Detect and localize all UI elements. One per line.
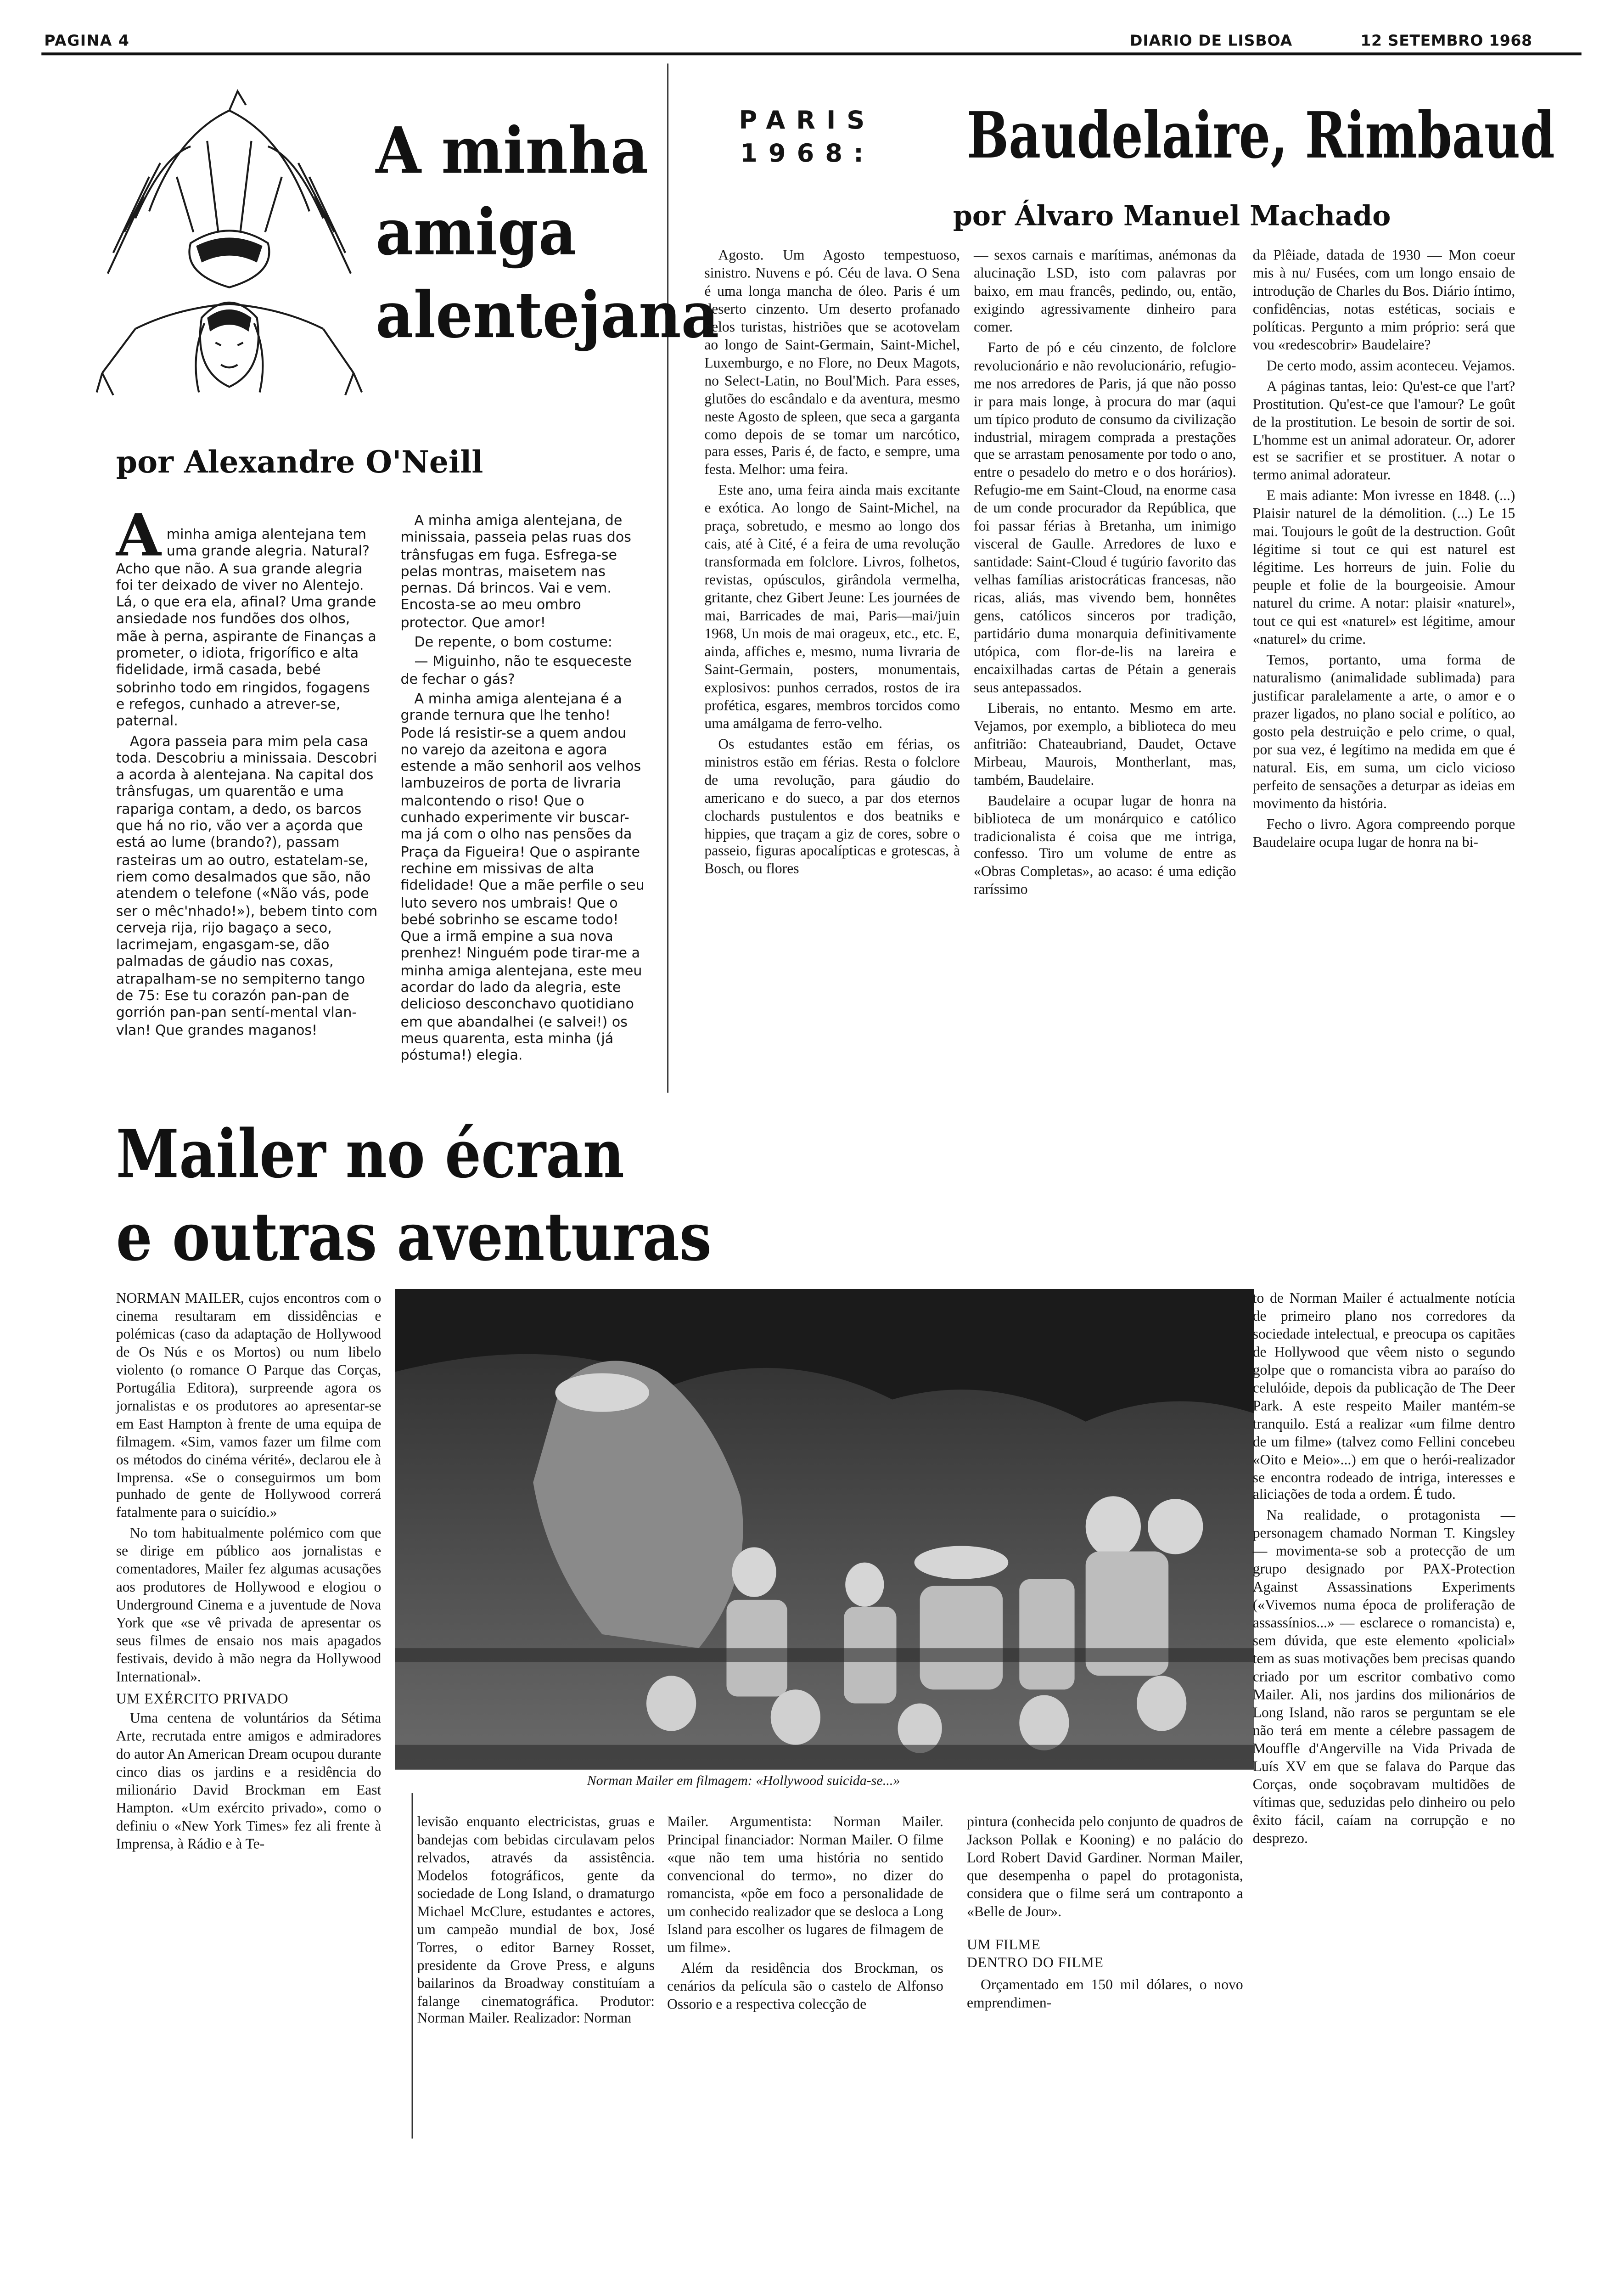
oneill-title <box>376 111 749 357</box>
issue-date: 12 SETEMBRO 1968 <box>1360 32 1532 50</box>
oneill-col-1 <box>116 501 379 1040</box>
mailer-title-line-2: e outras aventuras <box>116 1199 712 1277</box>
oneill-title-line-2: amiga <box>376 195 577 270</box>
mailer-col3-para-2: Além da residência dos Brockman, os cenários da película são o castelo de Alfonso Ossorio e a respectiva colecção de <box>667 1961 943 2012</box>
paris-col3-para-5: Temos, portanto, uma forma de naturalismo (animalidade sublimada) para justificar paralelamente a arte, o amor e o prazer ligados, no plano social e político, ao gosto pela destruição e pelo crime, o qual, por sua vez, é legítimo na medida em que é natural. Eis, em suma, um ciclo vicioso perfeito de sensações a deturpar as ideias em movimento da história. <box>1252 653 1515 812</box>
oneill-dropcap: A <box>116 501 161 569</box>
mailer-crosshead-film <box>967 1936 1243 1972</box>
paris-title: Baudelaire, Rimbaud <box>966 98 1555 173</box>
paris-col3-para-6: Fecho o livro. Agora compreendo porque Baudelaire ocupa lugar de honra na bi- <box>1252 817 1515 850</box>
angel-illustration <box>94 80 365 411</box>
paris-col3-para-1: da Plêiade, datada de 1930 — Mon coeur mis à nu/ Fusées, com um longo ensaio de introdução de Charles du Bos. Diário íntimo, confidências, notas estéticas, sociais e políticas. Pergunto a mim próprio: será que vou «redescobrir» Baudelaire? <box>1252 248 1515 354</box>
oneill-col2-para-1: A minha amiga alentejana, de minissaia, passeia pelas ruas dos trânsfugas em fuga. Esfrega-se pelas montras, maisetem nas pernas. Dá brincos. Vai e vem. Encosta-se ao meu ombro protector. Que amor! <box>400 514 631 631</box>
paris-kicker-line-2: 1968: <box>740 139 875 169</box>
oneill-title-line-1: A minha <box>376 113 649 188</box>
paris-col1-para-1: Agosto. Um Agosto tempestuoso, sinistro. Nuvens e pó. Céu de lava. O Sena é uma longa mancha de óleo. Paris é um deserto cinzento. Um deserto profanado pelos turistas, histriões que se acotovelam ao longo de Saint-Germain, Saint-Michel, Luxemburgo, e no Flore, no Deux Magots, no Select-Latin, no Boul'Mich. Para esses, glutões do escândalo e da aventura, mesmo neste Agosto de spleen, que seca a garganta como depois de se tomar um narcótico, para esses, Paris é, de facto, e sempre, uma festa. Melhor: uma feira. <box>704 248 960 479</box>
mailer-col1-para-2: No tom habitualmente polémico com que se dirige em público aos jornalistas e comentadores, Mailer fez algumas acusações aos produtores de Hollywood e elogiou o Underground Cinema e a juventude de Nova York que «se vê privada de apresentar os seus filmes de ensaio nos mais apagados festivais, devido à mão negra da Hollywood International». <box>116 1527 382 1686</box>
paris-col2-para-4: Baudelaire a ocupar lugar de honra na biblioteca de um monárquico e católico tradicionalista é coisa que me intriga, confesso. Tiro um volume de entre as «Obras Completas», ao acaso: é uma edição raríssimo <box>973 793 1236 899</box>
mailer-col-5 <box>1253 1292 1515 1852</box>
paris-col2-para-3: Liberais, no entanto. Mesmo em arte. Vejamos, por exemplo, a biblioteca do meu anfitrião: Chateaubriand, Daudet, Octave Mirbeau, Maurois, Montherlant, mas, também, Baudelaire. <box>973 701 1236 788</box>
oneill-col1-para-1: minha amiga alentejana tem uma grande alegria. Natural? Acho que não. A sua grande alegria foi ter deixado de viver no Alentejo. Lá, o que era ela, afinal? Uma grande ansiedade nos fundões dos olhos, mãe à perna, aspirante de Finanças a prometer, o idiota, frigorífico e alta fidelidade, irmã casada, bebé sobrinho todo em ringidos, fogagens e refegos, cunhado a atrever-se, paternal. <box>116 528 376 730</box>
mailer-crosshead-army: UM EXÉRCITO PRIVADO <box>116 1692 289 1708</box>
mailer-col4-para-1: pintura (conhecida pelo conjunto de quadros de Jackson Pollak e Kooning) e no palácio do Lord Robert David Gardiner. Norman Mailer, que desempenha o papel do protagonista, considera que o filme será um contraponto a «Belle de Jour». <box>966 1815 1243 1920</box>
paris-col3-para-2: De certo modo, assim aconteceu. Vejamos. <box>1266 359 1515 374</box>
mailer-title <box>116 1114 808 1279</box>
mailer-col1-para-1: NORMAN MAILER, cujos encontros com o cinema resultaram em dissidências e polémicas (caso da adaptação de Hollywood de Os Nús e os Mortos) ou num libelo violento (o romance O Parque das Corças, Portugália Editora), surpreende agora os jornalistas e os produtores ao apresentar-se em East Hampton à frente de uma equipa de filmagem. «Sim, vamos fazer um filme com os métodos do cinéma vérité», declarou ele à Imprensa. «Se o conseguirmos um bom punhado de gente de Hollywood correrá fatalmente para o suicídio.» <box>116 1291 382 1522</box>
column-rule-bottom-left <box>412 1793 413 2138</box>
oneill-title-line-3: alentejana <box>376 277 719 353</box>
paris-col-3 <box>1253 249 1515 856</box>
mailer-col-4 <box>967 1815 1243 2016</box>
mailer-col3-para-1: Mailer. Argumentista: Norman Mailer. Principal financiador: Norman Mailer. O filme «que não tem uma história no sentido convencional do termo», no dizer do romancista, «põe em foco a personalidade de um conhecido realizador que se desloca a Long Island para escolher os lugares de filmagem de um filme». <box>667 1815 943 1956</box>
mailer-crosshead-film-line-1: UM FILME <box>966 1938 1041 1953</box>
oneill-col-2 <box>400 514 646 1066</box>
newspaper-name: DIARIO DE LISBOA <box>1129 32 1293 50</box>
paris-col1-para-2: Este ano, uma feira ainda mais excitante e exótica. Ao longo de Saint-Michel, na praça, sobretudo, e mesmo ao longo dos cais, até à Cité, é a feira de uma revolução transformada em folclore. Livros, folhetos, revistas, opúsculos, girândola vermelha, gritante, chez Gibert Jeune: Les journées de mai, Barricades de mai, Paris—mai/juin 1968, Un mois de mai orageux, etc., etc. E, ainda, affiches e, mesmo, numa livraria de Saint-Germain, posters, monumentais, explosivos: punhos cerrados, rostos de ira profética, esgares, membros torcidos como uma amálgama de ferro-velho. <box>704 484 960 732</box>
paris-col-1 <box>704 249 960 884</box>
mailer-title-line-1: Mailer no écran <box>116 1116 624 1194</box>
mailer-col-1 <box>116 1292 382 1857</box>
mailer-crosshead-film-line-2: DENTRO DO FILME <box>966 1956 1104 1971</box>
mailer-col2-para-1: levisão enquanto electricistas, gruas e bandejas com bebidas circulavam pelos relvados, através da assistência. Modelos fotográficos, gente da sociedade de Long Island, o dramaturgo Michael McClure, estudantes e actores, um campeão mundial de box, José Torres, o editor Barney Rosset, presidente da Grove Press, e alguns bailarinos da Broadway constituíam a falange cinematográfica. Produtor: Norman Mailer. Realizador: Norman <box>417 1815 655 2027</box>
paris-col2-para-1: — sexos carnais e marítimas, anémonas da alucinação LSD, isto com palavras por baixo, em mau francês, pedindo, ou, então, exigindo agressivamente dinheiro para comer. <box>973 248 1236 336</box>
mailer-photo <box>395 1289 1254 1770</box>
mailer-photo-caption: Norman Mailer em filmagem: «Hollywood suicida-se...» <box>587 1773 900 1790</box>
masthead-rule <box>41 52 1581 55</box>
paris-col1-para-3: Os estudantes estão em férias, os ministros estão em férias. Resta o folclore de uma revolução, para gáudio do americano e do sueco, a par dos eternos clochards pustulentos e dos beatniks e hippies, que traçam a giz de cores, sobre o passeio, figuras apocalípticas e grotescas, à Bosch, ou flores <box>704 737 960 878</box>
mailer-col5-para-1: to de Norman Mailer é actualmente notícia de primeiro plano nos corredores da sociedade intelectual, e preocupa os capitães de Hollywood que vêem nisto o segundo golpe que o romancista vibra ao paraíso do celulóide, depois da publicação de The Deer Park. A este respeito Mailer mantém-se tranquilo. Está a realizar «um filme dentro de um filme» (talvez como Fellini concebeu «Oito e Meio»...) em que o herói-realizador se encontra rodeado de intriga, interesses e aliciações de toda a ordem. É tudo. <box>1252 1291 1515 1504</box>
paris-col3-para-4: E mais adiante: Mon ivresse en 1848. (...) Plaisir naturel de la démolition. (...) Le 15 mai. Toujours le goût de la destruction. Goût légitime si tout ce qui est naturel est légitime. Les horreurs de juin. Folie du peuple et folie de la bourgeoisie. Amour naturel du crime. A notar: plaisir «naturel», tout ce qui est «naturel» est légitime, amour «naturel» du crime. <box>1252 490 1515 648</box>
oneill-col2-para-2: De repente, o bom costume: <box>414 636 612 651</box>
mailer-col-3 <box>667 1815 943 2018</box>
paris-kicker <box>739 105 876 171</box>
oneill-col2-para-4: A minha amiga alentejana é a grande ternura que lhe tenho! Pode lá resistir-se a quem andou no varejo da azeitona e agora estende a mão senhoril aos velhos lambuzeiros de porta de livraria malcontendo o riso! Que o cunhado experimente vir buscar-ma já com o olho nas pensões da Praça da Figueira! Que o aspirante rechine em missivas de alta fidelidade! Que a mãe perfile o seu luto severo nos umbrais! Que o bebé sobrinho se escame todo! Que a irmã empine a sua nova prenhez! Ninguém pode tirar-me a minha amiga alentejana, este meu acordar do lado da alegria, este delicioso desconchavo quotidiano em que abandalhei (e salvei!) os meus quarenta, esta minha (já póstuma!) elegia. <box>400 692 645 1064</box>
paris-col3-para-3: A páginas tantas, leio: Qu'est-ce que l'art? Prostitution. Qu'est-ce que l'amour? Le goût de la prostitution. Le besoin de sortir de soi. L'homme est un animal adorateur. Or, adorer est se sacrifier et se prostituer. A notar o termo animal adorateur. <box>1252 379 1515 484</box>
oneill-col1-para-2: Agora passeia para mim pela casa toda. Descobriu a minissaia. Descobri a acorda à alentejana. Na capital dos trânsfugas, um quarentão e uma rapariga contam, a dedo, os barcos que há no rio, vão ver a açorda que está ao lume (brando?), passam rasteiras um ao outro, estatelam-se, riem como desalmados que são, não atendem o telefone («Não vás, pode ser o mêc'nhado!»), bebem tinto com cerveja rija, rijo bagaço a seco, lacrimejam, engasgam-se, dão palmadas de gáudio nas coxas, atrapalham-se no sempiterno tango de 75: Ese tu corazón pan-pan de gorrión pan-pan sentí-mental vlan-vlan! Que grandes maganos! <box>116 734 378 1039</box>
mailer-col1-para-3: Uma centena de voluntários da Sétima Arte, recrutada entre amigos e admiradores do autor An American Dream ocupou durante cinco dias os jardins e a residência do milionário David Brockman em East Hampton. «Um exército privado», como o definiu o «New York Times» fez ali frente à Imprensa, à Rádio e à Te- <box>116 1711 382 1852</box>
paris-col2-para-2: Farto de pó e céu cinzento, de folclore revolucionário e não revolucionário, refugio-me nos arredores de Paris, já que não posso ir para mais longe, à procura do mar (aqui um típico produto de consumo da civilização industrial, miragem comprada a prestações que se arrastam penosamente por todo o ano, entre o pesadelo do metro e o dos horários). Refugio-me em Saint-Cloud, na enorme casa de um conde procurador da República, que foi passar férias à Bretanha, um inimigo visceral de Gaulle. Arredores de luxo e santidade: Saint-Cloud é tugúrio favorito das velhas famílias aristocráticas francesas, não ricas, aliás, mas vivendo bem, honnêtes gens, católicos sinceros por tradição, partidário duma monarquia definitivamente utópica, com flor-de-lis na lareira e encaixilhadas cartas de Pétain a generais seus antepassados. <box>973 341 1236 696</box>
paris-kicker-line-1: PARIS <box>739 106 876 135</box>
page-label: PAGINA 4 <box>44 32 130 50</box>
mailer-col-2 <box>417 1815 655 2033</box>
oneill-byline: por Alexandre O'Neill <box>116 445 483 481</box>
paris-col-2 <box>974 249 1236 904</box>
paris-byline: por Álvaro Manuel Machado <box>953 199 1391 232</box>
oneill-col2-para-3: — Miguinho, não te esqueceste de fechar o gás? <box>400 655 632 688</box>
mailer-col4-para-2: Orçamentado em 150 mil dólares, o novo emprendimen- <box>966 1978 1243 2011</box>
mailer-col5-para-2: Na realidade, o protagonista — personagem chamado Norman T. Kingsley — movimenta-se sob a protecção de um grupo designado por PAX-Protection Against Assassinations Experiments («Vivemos numa época de proliferação de assassínios...» — esclarece o romancista) e, sem dúvida, que este elemento «policial» tem as suas motivações bem precisas quando criado por um escritor combativo como Mailer. Ali, nos jardins dos milionários de Long Island, não raros se perguntam se ele não terá em mente a célebre passagem de Mouffle d'Angerville na Vida Privada de Luís XV em que se falava do Parque das Corças, onde soçobravam multidões de vítimas que, seduzidas pelo dinheiro ou pelo êxito fácil, caíam na corrupção e no desprezo. <box>1252 1509 1515 1847</box>
